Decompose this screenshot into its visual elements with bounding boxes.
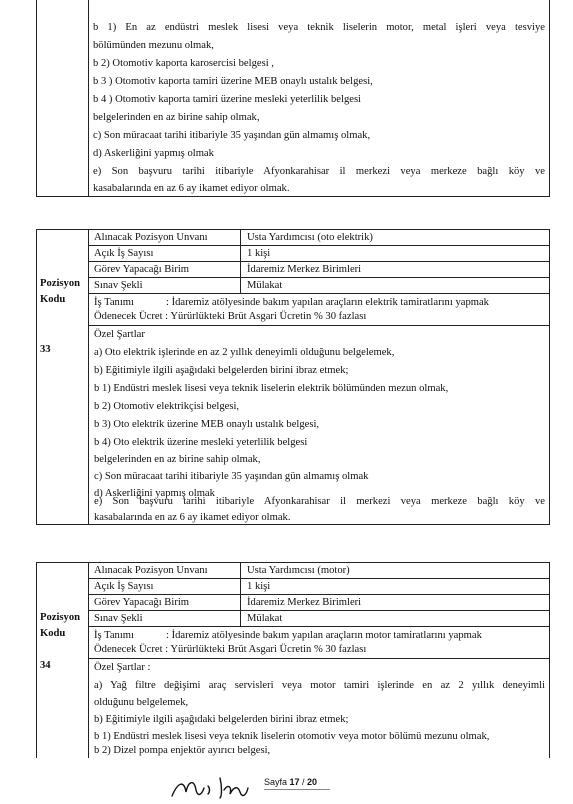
top-line-6: belgelerinden en az birine sahip olmak, (93, 112, 260, 123)
p33-row-2-label: Açık İş Sayısı (94, 248, 154, 259)
p33-row-4-label: Sınav Şekli (94, 280, 143, 291)
top-line-9: e) Son başvuru tarihi itibariyle Afyonkarahisar il merkezi veya merkeze bağlı köy ve (93, 166, 545, 177)
top-line-7: c) Son müracaat tarihi itibariyle 35 yaşından gün almamış olmak, (93, 130, 371, 141)
p33-condition-6: b 4) Oto elektrik üzerine mesleki yeterlilik belgesi (94, 437, 308, 448)
p33-job-label: İş Tanımı (94, 297, 134, 308)
p33-code: 33 (40, 344, 51, 355)
p33-row-4-value: Mülakat (247, 280, 283, 291)
p34-conditions-title: Özel Şartlar : (94, 662, 151, 673)
p34-code-label-1: Pozisyon (40, 612, 81, 623)
p33-row-1-value: Usta Yardımcısı (oto elektrik) (247, 232, 373, 243)
p34-condition-4: b 1) Endüstri meslek lisesi veya teknik liselerin otomotiv veya motor bölümü mezunu olmak, (94, 731, 490, 742)
p33-conditions-title: Özel Şartlar (94, 329, 145, 340)
p34-job-label: İş Tanımı (94, 630, 134, 641)
p34-row-1-label: Alınacak Pozisyon Unvanı (94, 565, 208, 576)
p34-row-3-value: İdaremiz Merkez Birimleri (247, 597, 362, 608)
p33-condition-8: c) Son müracaat tarihi itibariyle 35 yaşından gün almamış olmak (94, 471, 369, 482)
p34-code: 34 (40, 660, 51, 671)
top-line-2: bölümünden mezunu olmak, (93, 40, 214, 51)
top-line-3: b 2) Otomotiv kaporta karosercisi belgesi , (93, 58, 274, 69)
top-line-4: b 3 ) Otomotiv kaporta tamiri üzerine MEB onaylı ustalık belgesi, (93, 76, 373, 87)
p34-row-3-label: Görev Yapacağı Birim (94, 597, 190, 608)
p33-row-3-label: Görev Yapacağı Birim (94, 264, 190, 275)
top-line-10: kasabalarında en az 6 ay ikamet ediyor olmak. (93, 183, 290, 194)
p34-row-2-value: 1 kişi (247, 581, 271, 592)
p33-job-text: : İdaremiz atölyesinde bakım yapılan araçların elektrik tamiratlarını yapmak (166, 297, 489, 308)
p34-col-divider (88, 562, 89, 758)
p33-row-line-2 (88, 261, 550, 262)
p33-condition-7: belgelerinden en az birine sahip olmak, (94, 454, 261, 465)
p34-row-line-5 (88, 658, 550, 659)
top-line-1: b 1) En az endüstri meslek lisesi veya teknik liselerin motor, metal işleri veya tesviye (93, 22, 545, 33)
p33-wage: Ödenecek Ücret : Yürürlükteki Brüt Asgari Ücretin % 30 fazlası (94, 311, 367, 322)
p33-condition-11: kasabalarında en az 6 ay ikamet ediyor olmak. (94, 512, 291, 523)
p33-row-1-label: Alınacak Pozisyon Unvanı (94, 232, 208, 243)
p33-condition-4: b 2) Otomotiv elektrikçisi belgesi, (94, 401, 240, 412)
page-sep: / (299, 777, 308, 787)
p33-row-3-value: İdaremiz Merkez Birimleri (247, 264, 362, 275)
page-current: 17 (289, 777, 300, 787)
p34-row-line-1 (88, 578, 550, 579)
p33-col-divider (88, 229, 89, 525)
p33-condition-10: e) Son başvuru tarihi itibariyle Afyonkarahisar il merkezi veya merkeze bağlı köy ve (94, 496, 545, 507)
footer-underline (264, 789, 330, 790)
p33-row-2-value: 1 kişi (247, 248, 271, 259)
p33-condition-5: b 3) Oto elektrik üzerine MEB onaylı ustalık belgesi, (94, 419, 320, 430)
top-block-divider (88, 0, 89, 197)
p34-job-text: : İdaremiz atölyesinde bakım yapılan araçların motor tamiratlarını yapmak (166, 630, 482, 641)
p33-condition-1: a) Oto elektrik işlerinde en az 2 yıllık deneyimli olduğunu belgelemek, (94, 347, 395, 358)
p33-code-label-2: Kodu (40, 294, 66, 305)
p34-wage: Ödenecek Ücret : Yürürlükteki Brüt Asgari Ücretin % 30 fazlası (94, 644, 367, 655)
p34-row-1-value: Usta Yardımcısı (motor) (247, 565, 350, 576)
p33-row-line-3 (88, 277, 550, 278)
p34-row-line-4 (88, 626, 550, 627)
p34-row-4-value: Mülakat (247, 613, 283, 624)
p34-row-line-3 (88, 610, 550, 611)
p34-condition-5: b 2) Dizel pompa enjektör ayırıcı belgesi, (94, 745, 271, 756)
p33-condition-3: b 1) Endüstri meslek lisesi veya teknik liselerin elektrik bölümünden mezun olmak, (94, 383, 449, 394)
top-line-8: d) Askerliğini yapmış olmak (93, 148, 214, 159)
page-total: 20 (307, 777, 318, 787)
p34-code-label-2: Kodu (40, 628, 66, 639)
p34-condition-3: b) Eğitimiyle ilgili aşağıdaki belgelerden birini ibraz etmek; (94, 714, 349, 725)
p33-row-line-1 (88, 245, 550, 246)
page-number (264, 776, 317, 788)
p33-condition-9: d) Askerliğini yapmış olmak (94, 488, 215, 499)
page-prefix: Sayfa (264, 777, 290, 787)
p34-row-2-label: Açık İş Sayısı (94, 581, 154, 592)
p33-row-line-4 (88, 293, 550, 294)
p34-condition-2: olduğunu belgelemek, (94, 697, 189, 708)
p33-row-line-5 (88, 325, 550, 326)
top-line-5: b 4 ) Otomotiv kaporta tamiri üzerine mesleki yeterlilik belgesi (93, 94, 362, 105)
p33-code-label-1: Pozisyon (40, 278, 81, 289)
p34-row-line-2 (88, 594, 550, 595)
p34-row-4-label: Sınav Şekli (94, 613, 143, 624)
p34-condition-1: a) Yağ filtre değişimi araç servisleri veya motor tamiri işlerinde en az 2 yıllık deneyimli (94, 680, 545, 691)
p33-condition-2: b) Eğitimiyle ilgili aşağıdaki belgelerden birini ibraz etmek; (94, 365, 349, 376)
